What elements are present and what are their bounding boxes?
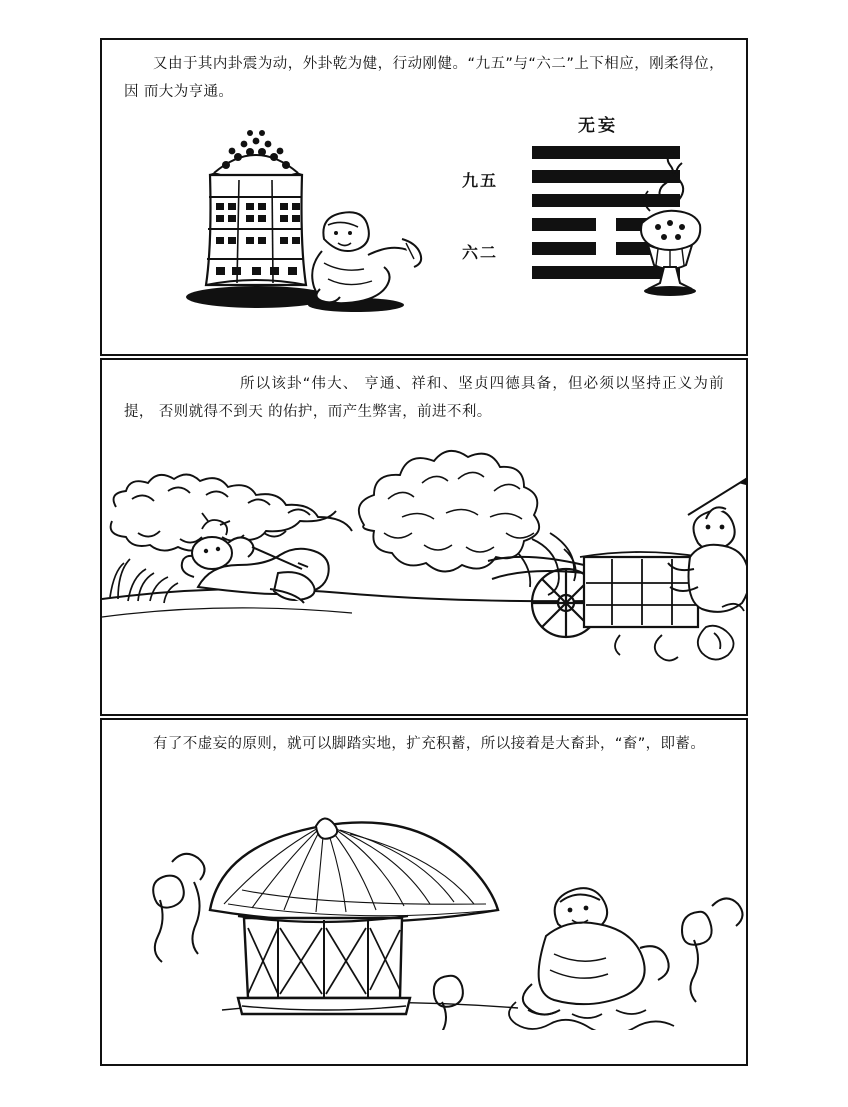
- kneeling-figure-icon: [298, 203, 438, 315]
- panel-1: [100, 38, 748, 356]
- hexagram-label-upper: 九五: [462, 170, 499, 190]
- hexagram-label-lower: 六二: [462, 242, 499, 262]
- panel-2: [100, 358, 748, 716]
- chariot-scene-icon: [102, 421, 746, 689]
- panel-2-artwork: [102, 427, 746, 697]
- panel-2-caption: 所以该卦“伟大、 亨通、祥和、坚贞四德具备，但必须以坚持正义为前提， 否则就得不到天 的佑护，而产生弊害，前进不利。: [124, 376, 724, 421]
- incense-burner-icon: [614, 149, 724, 309]
- panel-3-caption: 有了不虚妄的原则，就可以脚踏实地，扩充积蓄，所以接着是大畜卦，“畜”，即蓄。: [153, 736, 706, 752]
- panel-3-artwork: [102, 758, 746, 1033]
- granary-scene-icon: [102, 758, 746, 1030]
- panel-3: [100, 718, 748, 1066]
- hexagram-title: 无妄: [578, 115, 618, 136]
- panel-1-caption: 又由于其内卦震为动，外卦乾为健，行动刚健。“九五”与“六二”上下相应，刚柔得位，因 而大为亨通。: [124, 56, 724, 101]
- panel-1-artwork: [102, 107, 746, 315]
